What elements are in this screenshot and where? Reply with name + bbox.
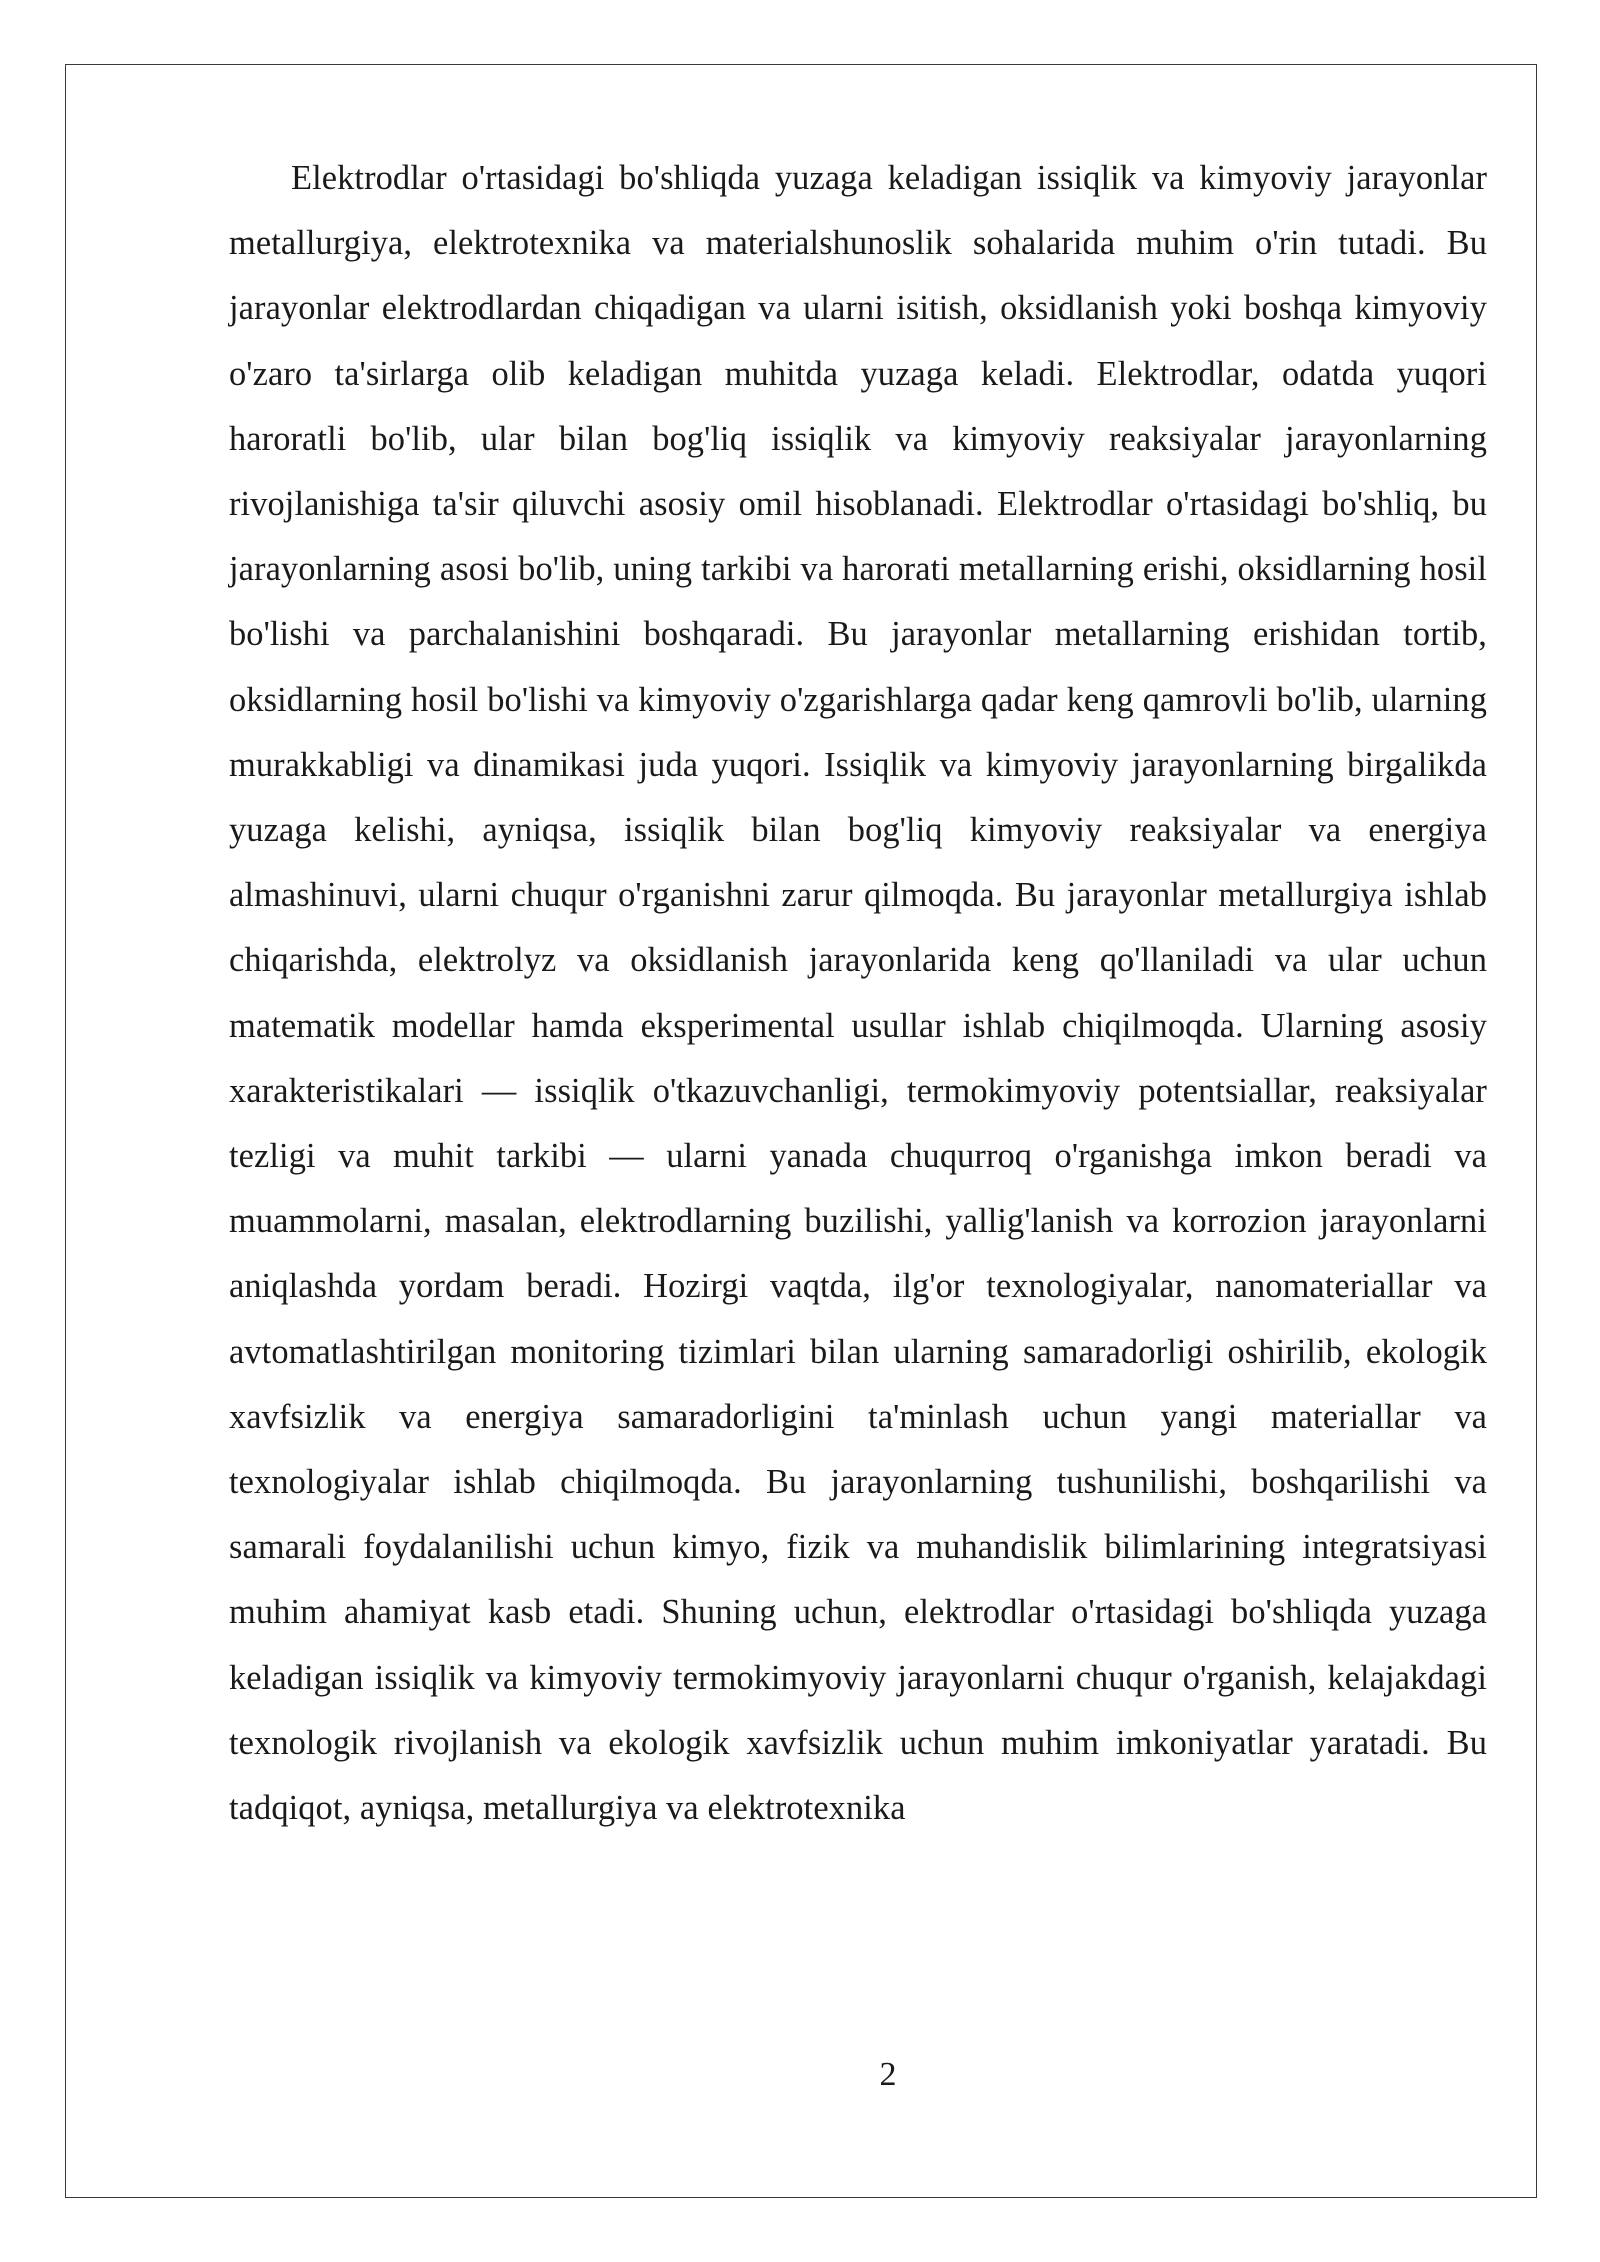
page-number: 2 [879,2056,897,2093]
body-paragraph: Elektrodlar o'rtasidagi bo'shliqda yuzaga keladigan issiqlik va kimyoviy jarayonlar metallurgiya, elektrotexnika va materialshunoslik sohalarida muhim o'rin tutadi. Bu jarayonlar elektrodlardan chiqadigan va ularni isitish, oksidlanish yoki boshqa kimyoviy o'zaro ta'sirlarga olib keladigan muhitda yuzaga keladi. Elektrodlar, odatda yuqori haroratli bo'lib, ular bilan bog'liq issiqlik va kimyoviy reaksiyalar jarayonlarning rivojlanishiga ta'sir qiluvchi asosiy omil hisoblanadi. Elektrodlar o'rtasidagi bo'shliq, bu jarayonlarning asosi bo'lib, uning tarkibi va harorati metallarning erishi, oksidlarning hosil bo'lishi va parchalanishini boshqaradi. Bu jarayonlar metallarning erishidan tortib, oksidlarning hosil bo'lishi va kimyoviy o'zgarishlarga qadar keng qamrovli bo'lib, ularning murakkabligi va dinamikasi juda yuqori. Issiqlik va kimyoviy jarayonlarning birgalikda yuzaga kelishi, ayniqsa, issiqlik bilan bog'liq kimyoviy reaksiyalar va energiya almashinuvi, ularni chuqur o'rganishni zarur qilmoqda. Bu jarayonlar metallurgiya ishlab chiqarishda, elektrolyz va oksidlanish jarayonlarida keng qo'llaniladi va ular uchun matematik modellar hamda eksperimental usullar ishlab chiqilmoqda. Ularning asosiy xarakteristikalari — issiqlik o'tkazuvchanligi, termokimyoviy potentsiallar, reaksiyalar tezligi va muhit tarkibi — ularni yanada chuqurroq o'rganishga imkon beradi va muammolarni, masalan, elektrodlarning buzilishi, yallig'lanish va korrozion jarayonlarni aniqlashda yordam beradi. Hozirgi vaqtda, ilg'or texnologiyalar, nanomateriallar va avtomatlashtirilgan monitoring tizimlari bilan ularning samaradorligi oshirilib, ekologik xavfsizlik va energiya samaradorligini ta'minlash uchun yangi materiallar va texnologiyalar ishlab chiqilmoqda. Bu jarayonlarning tushunilishi, boshqarilishi va samarali foydalanilishi uchun kimyo, fizik va muhandislik bilimlarining integratsiyasi muhim ahamiyat kasb etadi. Shuning uchun, elektrodlar o'rtasidagi bo'shliqda yuzaga keladigan issiqlik va kimyoviy termokimyoviy jarayonlarni chuqur o'rganish, kelajakdagi texnologik rivojlanish va ekologik xavfsizlik uchun muhim imkoniyatlar yaratadi. Bu tadqiqot, ayniqsa, metallurgiya va elektrotexnika [229,159,1487,1828]
